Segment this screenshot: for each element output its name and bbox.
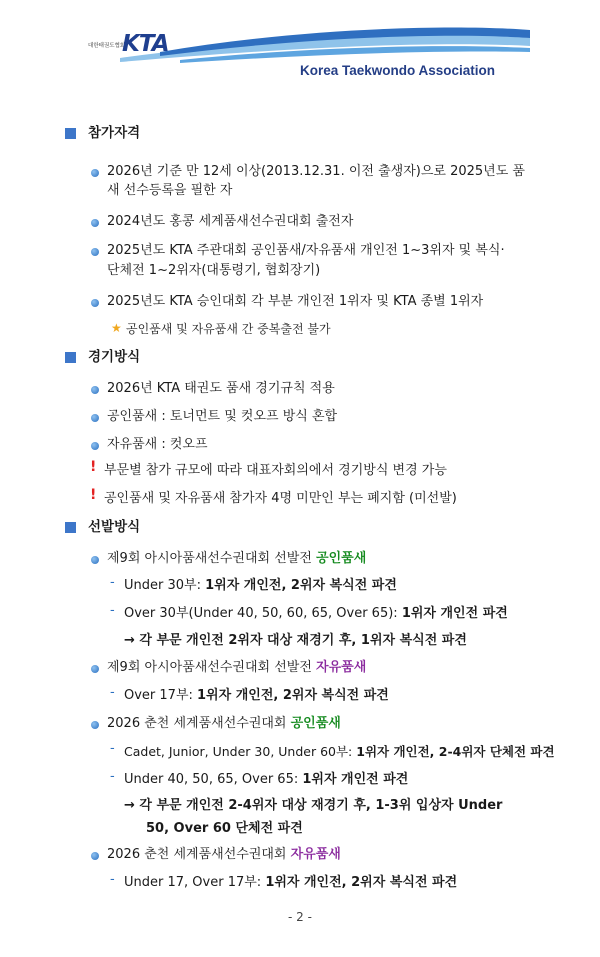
section-title-competition-format: 경기방식 xyxy=(88,349,141,365)
sub-item-label: Over 30부(Under 40, 50, 60, 65, Over 65): xyxy=(124,606,402,621)
exclamation-icon: ! xyxy=(90,487,97,503)
list-item: 2025년도 KTA 주관대회 공인품새/자유품새 개인전 1~3위자 및 복식· xyxy=(107,243,505,258)
sub-item-label: Under 40, 50, 65, Over 65: xyxy=(124,772,303,787)
sub-item xyxy=(124,742,555,761)
warning-text: 공인품새 및 자유품새 참가자 4명 미만인 부는 폐지함 (미선발) xyxy=(104,491,457,506)
event-category-highlight: 자유품새 xyxy=(316,660,367,675)
sub-item-bold: 1위자 개인전, 2위자 복식전 파견 xyxy=(265,875,458,890)
list-item-continued: 단체전 1~2위자(대통령기, 협회장기) xyxy=(107,263,321,278)
list-item: 2026년 KTA 태권도 품새 경기규칙 적용 xyxy=(107,381,335,396)
sub-item xyxy=(124,686,389,705)
sub-item xyxy=(124,873,457,892)
list-item xyxy=(107,714,341,733)
event-category-highlight: 자유품새 xyxy=(290,847,341,862)
warning-text: 부문별 참가 규모에 따라 대표자회의에서 경기방식 변경 가능 xyxy=(104,463,447,478)
star-icon: ★ xyxy=(111,321,122,335)
bullet-icon xyxy=(91,665,99,673)
arrow-note-continued: 50, Over 60 단체전 파견 xyxy=(146,821,303,836)
event-name: 2026 춘천 세계품새선수권대회 xyxy=(107,716,291,731)
list-item: 2026년 기준 만 12세 이상(2013.12.31. 이전 출생자)으로 2025년도 품 xyxy=(107,164,525,179)
section-title-eligibility: 참가자격 xyxy=(88,125,141,141)
event-category-highlight: 공인품새 xyxy=(290,716,341,731)
bullet-icon xyxy=(91,556,99,564)
bullet-icon xyxy=(91,442,99,450)
section-marker-icon xyxy=(65,352,76,363)
bullet-icon xyxy=(91,386,99,394)
dash-icon: - xyxy=(110,685,115,700)
page-number: - 2 - xyxy=(288,910,312,924)
bullet-icon xyxy=(91,169,99,177)
bullet-icon xyxy=(91,852,99,860)
section-marker-icon xyxy=(65,522,76,533)
section-title-selection-method: 선발방식 xyxy=(88,519,141,535)
exclamation-icon: ! xyxy=(90,459,97,475)
list-item: 자유품새 : 컷오프 xyxy=(107,437,208,452)
event-name: 제9회 아시아품새선수권대회 선발전 xyxy=(107,660,317,675)
list-item: 2024년도 홍콩 세계품새선수권대회 출전자 xyxy=(107,214,354,229)
page-header xyxy=(0,0,600,100)
list-item-continued: 새 선수등록을 필한 자 xyxy=(107,183,233,198)
sub-item-bold: 1위자 개인전 파견 xyxy=(302,772,409,787)
list-item: 2025년도 KTA 승인대회 각 부분 개인전 1위자 및 KTA 종별 1위자 xyxy=(107,294,484,309)
sub-item-bold: 1위자 개인전, 2-4위자 단체전 파견 xyxy=(356,744,555,759)
dash-icon: - xyxy=(110,603,115,618)
organization-name: Korea Taekwondo Association xyxy=(300,63,496,78)
event-name: 제9회 아시아품새선수권대회 선발전 xyxy=(107,551,317,566)
bullet-icon xyxy=(91,721,99,729)
note-text: 공인품새 및 자유품새 간 중복출전 불가 xyxy=(126,322,331,336)
sub-item-bold: 1위자 개인전, 2위자 복식전 파견 xyxy=(197,688,389,703)
sub-item xyxy=(124,770,408,789)
bullet-icon xyxy=(91,219,99,227)
list-item: 공인품새 : 토너먼트 및 컷오프 방식 혼합 xyxy=(107,409,338,424)
dash-icon: - xyxy=(110,575,115,590)
arrow-note: → 각 부문 개인전 2위자 대상 재경기 후, 1위자 복식전 파견 xyxy=(124,633,467,648)
list-item xyxy=(107,658,366,677)
sub-item-label: Cadet, Junior, Under 30, Under 60부: xyxy=(124,744,357,759)
dash-icon: - xyxy=(110,872,115,887)
bullet-icon xyxy=(91,299,99,307)
event-name: 2026 춘천 세계품새선수권대회 xyxy=(107,847,291,862)
sub-item-bold: 1위자 개인전, 2위자 복식전 파견 xyxy=(205,578,397,593)
sub-item-bold: 1위자 개인전 파견 xyxy=(401,606,508,621)
sub-item-label: Under 30부: xyxy=(124,578,206,593)
list-item xyxy=(107,845,341,864)
dash-icon: - xyxy=(110,741,115,756)
bullet-icon xyxy=(91,248,99,256)
sub-item xyxy=(124,576,397,595)
sub-item-label: Under 17, Over 17부: xyxy=(124,875,266,890)
logo-kta-text: KTA xyxy=(122,31,169,57)
dash-icon: - xyxy=(110,769,115,784)
sub-item xyxy=(124,604,508,623)
header-swoosh-graphic xyxy=(0,0,600,100)
sub-item-label: Over 17부: xyxy=(124,688,198,703)
event-category-highlight: 공인품새 xyxy=(316,551,367,566)
section-marker-icon xyxy=(65,128,76,139)
list-item xyxy=(107,549,366,568)
bullet-icon xyxy=(91,414,99,422)
logo-korean-text: 대한태권도협회 xyxy=(88,43,126,49)
arrow-note: → 각 부문 개인전 2-4위자 대상 재경기 후, 1-3위 입상자 Under xyxy=(124,798,503,813)
